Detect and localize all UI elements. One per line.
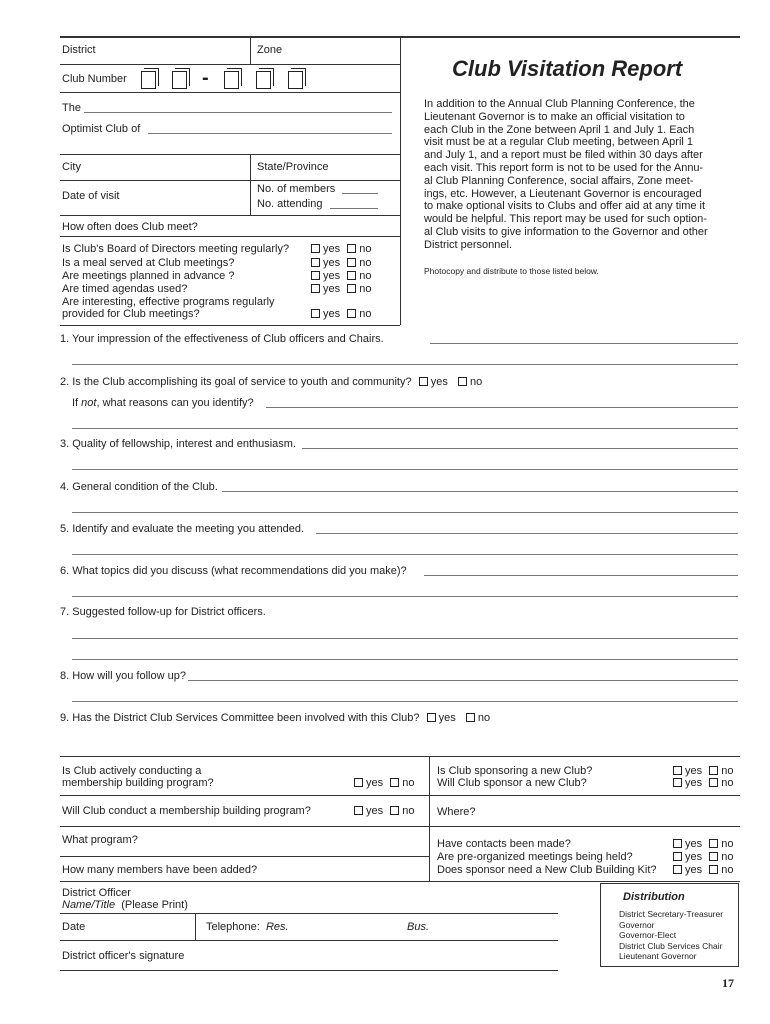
yes-label: yes bbox=[323, 308, 341, 320]
checkbox-icon[interactable] bbox=[311, 271, 320, 280]
checkbox-icon[interactable] bbox=[390, 806, 399, 815]
checklist-item: Are timed agendas used? bbox=[62, 283, 188, 295]
bottom-grid-rule bbox=[60, 856, 429, 857]
distribution-item: District Secretary-Treasurer bbox=[619, 909, 724, 919]
yes-no-choice[interactable] bbox=[310, 270, 372, 283]
intro-line: al Club visits to give information to the Governor and other bbox=[424, 225, 708, 238]
no-label: no bbox=[402, 805, 415, 817]
the-label: The bbox=[62, 102, 81, 114]
club-number-digit-box[interactable] bbox=[224, 71, 239, 89]
checkbox-icon[interactable] bbox=[311, 258, 320, 267]
telephone-label bbox=[206, 921, 289, 934]
checkbox-icon[interactable] bbox=[311, 309, 320, 318]
intro-line: In addition to the Annual Club Planning Conference, the bbox=[424, 98, 695, 110]
members-label: No. of members bbox=[257, 183, 336, 195]
name-title-text: Name/Title bbox=[62, 899, 116, 911]
distribution-list bbox=[619, 909, 723, 962]
no-label: no bbox=[359, 308, 372, 320]
name-title-label bbox=[62, 899, 188, 912]
where-label: Where? bbox=[437, 806, 476, 818]
signature-label: District officer's signature bbox=[62, 950, 185, 962]
answer-line[interactable] bbox=[316, 533, 738, 534]
zone-divider bbox=[250, 36, 251, 64]
answer-line[interactable] bbox=[72, 659, 738, 660]
telephone-text: Telephone: bbox=[206, 921, 260, 933]
checkbox-icon[interactable] bbox=[709, 852, 718, 861]
yes-no-choice[interactable] bbox=[672, 765, 734, 778]
checklist-item: Are meetings planned in advance ? bbox=[62, 270, 235, 282]
members-added-label: How many members have been added? bbox=[62, 864, 258, 876]
yes-label: yes bbox=[685, 765, 703, 777]
distribution-box bbox=[600, 883, 739, 967]
checkbox-icon[interactable] bbox=[354, 806, 363, 815]
district-officer-label: District Officer bbox=[62, 887, 131, 899]
yes-no-choice[interactable] bbox=[672, 838, 734, 851]
row-rule bbox=[60, 154, 400, 155]
intro-line: al Club Planning Conference, social affairs, Zone meet- bbox=[424, 174, 694, 187]
answer-line[interactable] bbox=[72, 554, 738, 555]
members-field[interactable] bbox=[342, 193, 378, 194]
yes-no-choice[interactable] bbox=[310, 308, 372, 321]
question-2b-pre: If bbox=[72, 397, 82, 409]
checkbox-icon[interactable] bbox=[354, 778, 363, 787]
no-label: no bbox=[721, 765, 734, 777]
row-rule bbox=[60, 215, 400, 216]
question-3: 3. Quality of fellowship, interest and enthusiasm. bbox=[60, 438, 297, 450]
will-sponsor-question: Will Club sponsor a new Club? bbox=[437, 777, 587, 789]
checklist-item: Is Club's Board of Directors meeting regularly? bbox=[62, 243, 290, 255]
row-rule bbox=[60, 236, 400, 237]
bottom-grid-rule bbox=[60, 881, 740, 882]
intro-paragraph bbox=[424, 98, 716, 252]
city-divider bbox=[250, 154, 251, 215]
checklist-item: provided for Club meetings? bbox=[62, 308, 200, 320]
answer-line[interactable] bbox=[302, 448, 738, 449]
officer-rule bbox=[60, 913, 558, 914]
row-rule bbox=[60, 325, 400, 326]
checklist-item: Are interesting, effective programs regularly bbox=[62, 296, 275, 308]
answer-line[interactable] bbox=[188, 680, 738, 681]
district-label: District bbox=[62, 44, 96, 56]
bottom-grid-rule bbox=[60, 826, 740, 827]
question-4: 4. General condition of the Club. bbox=[60, 481, 218, 493]
bottom-grid-rule bbox=[60, 756, 740, 757]
yes-no-choice[interactable] bbox=[672, 851, 734, 864]
checkbox-icon[interactable] bbox=[347, 309, 356, 318]
yes-no-choice[interactable] bbox=[310, 257, 372, 270]
answer-line[interactable] bbox=[72, 701, 738, 702]
checkbox-icon[interactable] bbox=[673, 766, 682, 775]
date-of-visit-label: Date of visit bbox=[62, 190, 120, 202]
preorganized-question: Are pre-organized meetings being held? bbox=[437, 851, 633, 863]
checkbox-icon[interactable] bbox=[709, 865, 718, 874]
club-number-digit-box[interactable] bbox=[256, 71, 271, 89]
answer-line[interactable] bbox=[72, 364, 738, 365]
conduct-question: Will Club conduct a membership building program? bbox=[62, 805, 311, 817]
page-number: 17 bbox=[722, 976, 734, 990]
sponsoring-question: Is Club sponsoring a new Club? bbox=[437, 765, 593, 777]
distribution-item: District Club Services Chair bbox=[619, 940, 723, 951]
checkbox-icon[interactable] bbox=[347, 284, 356, 293]
intro-line: and July 1, and a report must be filed within 30 days after bbox=[424, 149, 703, 162]
checklist-item: Is a meal served at Club meetings? bbox=[62, 257, 235, 269]
intro-line: Lieutenant Governor is to make an official visitation to bbox=[424, 110, 685, 123]
intro-line: each Club in the Zone between April 1 and July 1. Each bbox=[424, 123, 695, 136]
state-label: State/Province bbox=[257, 161, 329, 173]
yes-no-choice[interactable] bbox=[310, 243, 372, 256]
no-label: no bbox=[359, 257, 372, 269]
yes-label: yes bbox=[323, 257, 341, 269]
yes-label: yes bbox=[366, 805, 384, 817]
answer-line[interactable] bbox=[72, 469, 738, 470]
checkbox-icon[interactable] bbox=[390, 778, 399, 787]
checkbox-icon[interactable] bbox=[673, 852, 682, 861]
answer-line[interactable] bbox=[430, 343, 738, 344]
question-2b-emphasis: not bbox=[81, 397, 97, 409]
checkbox-icon[interactable] bbox=[709, 778, 718, 787]
row-rule bbox=[60, 180, 400, 181]
yes-label: yes bbox=[685, 864, 703, 876]
no-label: no bbox=[470, 376, 483, 388]
question-2-text: 2. Is the Club accomplishing its goal of service to youth and community? bbox=[60, 376, 412, 388]
row-rule bbox=[60, 64, 400, 65]
yes-label: yes bbox=[323, 283, 341, 295]
checkbox-icon[interactable] bbox=[673, 778, 682, 787]
club-number-digit-box[interactable] bbox=[288, 71, 303, 89]
bottom-column-divider bbox=[429, 756, 430, 881]
checkbox-icon[interactable] bbox=[709, 766, 718, 775]
yes-label: yes bbox=[685, 838, 703, 850]
no-label: no bbox=[721, 851, 734, 863]
intro-line: each visit. This report form is not to be used for the Annu- bbox=[424, 161, 704, 174]
checkbox-icon[interactable] bbox=[347, 244, 356, 253]
question-6: 6. What topics did you discuss (what recommendations did you make)? bbox=[60, 565, 407, 577]
bus-label: Bus. bbox=[407, 921, 430, 933]
photocopy-note: Photocopy and distribute to those listed below. bbox=[424, 266, 599, 276]
bottom-grid-rule bbox=[60, 795, 740, 796]
attending-field[interactable] bbox=[330, 208, 378, 209]
yes-no-choice[interactable] bbox=[310, 283, 372, 296]
intro-line: District personnel. bbox=[424, 238, 513, 251]
checkbox-icon[interactable] bbox=[673, 839, 682, 848]
checkbox-icon[interactable] bbox=[347, 271, 356, 280]
attending-label: No. attending bbox=[257, 198, 323, 210]
checkbox-icon[interactable] bbox=[427, 713, 436, 722]
column-divider bbox=[400, 36, 401, 325]
intro-line: visit must be at a regular Club meeting, between April 1 bbox=[424, 136, 694, 149]
answer-line[interactable] bbox=[72, 428, 738, 429]
yes-no-choice[interactable] bbox=[672, 777, 734, 790]
no-label: no bbox=[721, 838, 734, 850]
question-8: 8. How will you follow up? bbox=[60, 670, 186, 682]
question-2 bbox=[60, 376, 482, 388]
club-number-digit-box[interactable] bbox=[172, 71, 187, 89]
club-number-separator: - bbox=[202, 67, 209, 89]
question-5: 5. Identify and evaluate the meeting you attended. bbox=[60, 523, 305, 535]
optimist-club-label: Optimist Club of bbox=[62, 123, 141, 135]
yes-label: yes bbox=[323, 270, 341, 282]
no-label: no bbox=[359, 270, 372, 282]
what-program-label: What program? bbox=[62, 834, 138, 846]
checkbox-icon[interactable] bbox=[466, 713, 475, 722]
membership-question-line2: membership building program? bbox=[62, 777, 214, 789]
checkbox-icon[interactable] bbox=[673, 865, 682, 874]
how-often-label: How often does Club meet? bbox=[62, 221, 198, 233]
question-2b bbox=[72, 397, 254, 409]
checkbox-icon[interactable] bbox=[419, 377, 428, 386]
no-label: no bbox=[721, 864, 734, 876]
answer-line[interactable] bbox=[424, 575, 738, 576]
checkbox-icon[interactable] bbox=[311, 284, 320, 293]
answer-line[interactable] bbox=[222, 491, 738, 492]
answer-line[interactable] bbox=[72, 512, 738, 513]
yes-label: yes bbox=[685, 851, 703, 863]
membership-question-line1: Is Club actively conducting a bbox=[62, 765, 202, 777]
no-label: no bbox=[721, 777, 734, 789]
distribution-item: Governor-Elect bbox=[619, 930, 677, 940]
yes-label: yes bbox=[366, 777, 384, 789]
no-label: no bbox=[359, 243, 372, 255]
zone-label: Zone bbox=[257, 44, 283, 56]
intro-line: to make optional visits to Clubs and offer aid at any time it bbox=[424, 200, 706, 213]
officer-rule bbox=[60, 970, 558, 971]
no-label: no bbox=[359, 283, 372, 295]
yes-no-choice[interactable] bbox=[353, 805, 415, 818]
optimist-club-field[interactable] bbox=[148, 133, 392, 134]
club-number-digit-box[interactable] bbox=[141, 71, 156, 89]
form-title: Club Visitation Report bbox=[452, 56, 683, 81]
city-label: City bbox=[62, 161, 81, 173]
yes-no-choice[interactable] bbox=[672, 864, 734, 877]
officer-rule bbox=[60, 940, 558, 941]
distribution-item: Lieutenant Governor bbox=[619, 951, 697, 961]
checkbox-icon[interactable] bbox=[311, 244, 320, 253]
answer-line[interactable] bbox=[266, 407, 738, 408]
question-2b-post: , what reasons can you identify? bbox=[96, 397, 254, 409]
question-9 bbox=[60, 712, 490, 724]
yes-label: yes bbox=[323, 243, 341, 255]
question-9-text: 9. Has the District Club Services Committee been involved with this Club? bbox=[60, 712, 420, 724]
club-number-label: Club Number bbox=[62, 73, 127, 85]
date-label: Date bbox=[62, 921, 86, 933]
intro-line: ings, etc. However, a Lieutenant Governor is encouraged bbox=[424, 187, 702, 200]
yes-label: yes bbox=[430, 376, 448, 388]
building-kit-question: Does sponsor need a New Club Building Kit? bbox=[437, 864, 657, 876]
yes-label: yes bbox=[685, 777, 703, 789]
yes-no-choice[interactable] bbox=[353, 777, 415, 790]
distribution-title: Distribution bbox=[623, 891, 685, 903]
checkbox-icon[interactable] bbox=[458, 377, 467, 386]
question-7: 7. Suggested follow-up for District officers. bbox=[60, 606, 266, 618]
no-label: no bbox=[477, 712, 491, 724]
no-label: no bbox=[402, 777, 415, 789]
yes-label: yes bbox=[438, 712, 456, 724]
answer-line[interactable] bbox=[72, 596, 738, 597]
answer-line[interactable] bbox=[72, 638, 738, 639]
checkbox-icon[interactable] bbox=[709, 839, 718, 848]
date-divider bbox=[195, 913, 196, 940]
question-1: 1. Your impression of the effectiveness of Club officers and Chairs. bbox=[60, 333, 384, 345]
res-label: Res. bbox=[265, 921, 289, 933]
please-print-text: (Please Print) bbox=[121, 899, 188, 911]
contacts-question: Have contacts been made? bbox=[437, 838, 571, 850]
distribution-item: Governor bbox=[619, 919, 655, 930]
checkbox-icon[interactable] bbox=[347, 258, 356, 267]
row-rule bbox=[60, 92, 400, 93]
the-field[interactable] bbox=[84, 112, 392, 113]
intro-line: would be helpful. This report may be used for such option- bbox=[424, 213, 707, 226]
